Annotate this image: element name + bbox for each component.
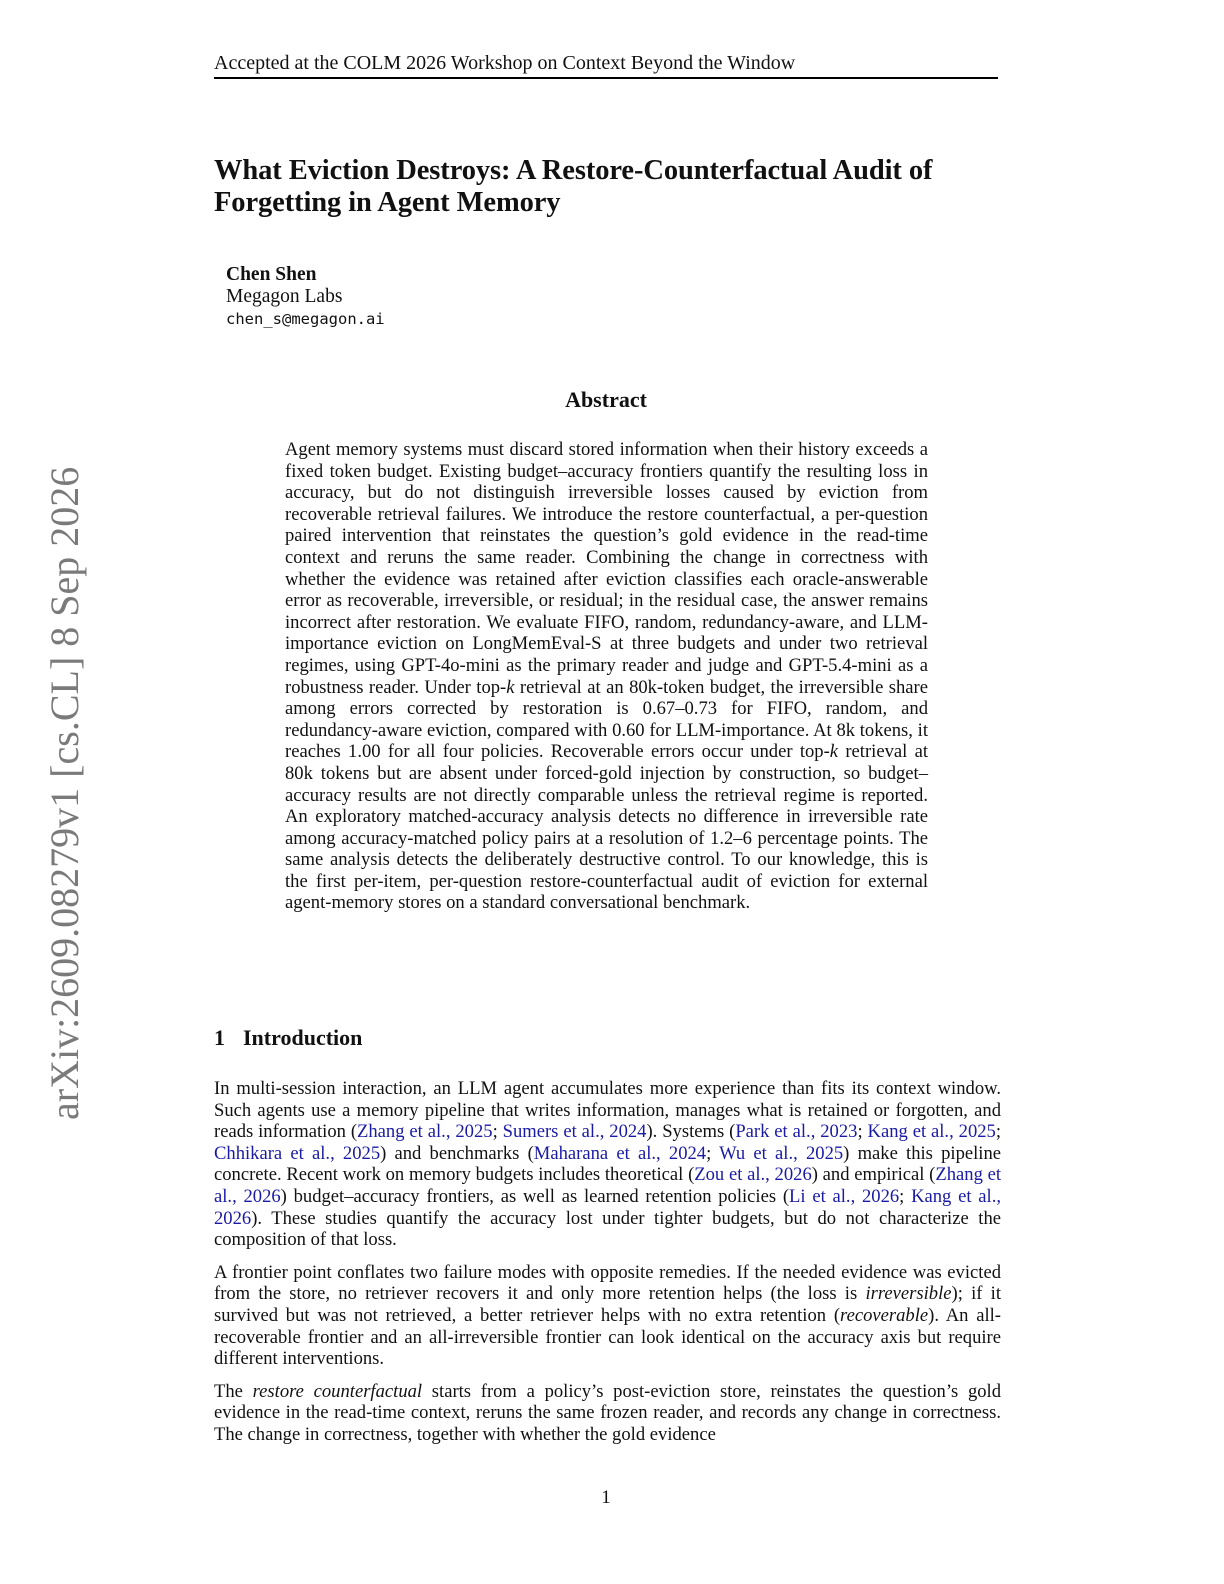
citation-link[interactable]: Park et al., 2023 <box>735 1121 858 1143</box>
abstract-math-k: k <box>829 741 839 763</box>
section-body <box>214 1078 1001 1457</box>
section-heading <box>214 1025 362 1051</box>
citation-link[interactable]: Zhang et al., 2025 <box>357 1121 493 1143</box>
text-run: ). These studies quantify the accuracy lost under tighter budgets, but do not characterize the composition of that loss. <box>214 1207 1001 1251</box>
emphasis: irreversible <box>865 1283 952 1305</box>
citation-link[interactable]: Kang et al., 2026 <box>214 1185 1001 1229</box>
paragraph <box>214 1262 1001 1370</box>
citation-link[interactable]: Kang et al., 2025 <box>867 1121 996 1143</box>
emphasis: recoverable <box>840 1304 929 1326</box>
paper-title: What Eviction Destroys: A Restore-Counterfactual Audit of Forgetting in Agent Memory <box>214 155 933 218</box>
citation-link[interactable]: Sumers et al., 2024 <box>502 1121 647 1143</box>
abstract-math-k: k <box>506 676 515 698</box>
text-run: ) and benchmarks ( <box>380 1142 534 1164</box>
text-run: ) budget–accuracy frontiers, as well as learned retention policies ( <box>280 1185 790 1207</box>
section-title: Introduction <box>243 1025 363 1050</box>
page-number: 1 <box>601 1487 611 1508</box>
text-run: ) and empirical ( <box>811 1164 936 1186</box>
citation-link[interactable]: Li et al., 2026 <box>789 1185 900 1207</box>
abstract-part: retrieval at 80k tokens but are absent under forced-gold injection by construction, so budget–accuracy results are not directly comparable unless the retrieval regime is reported. An exploratory matched-accuracy analysis detects no difference in irreversible rate among accuracy-matched policy pairs at a resolution of 1.2–6 percentage points. The same analysis detects the deliberately destructive control. To our knowledge, this is the first per-item, per-question restore-counterfactual audit of eviction for external agent-memory stores on a standard conversational benchmark. <box>285 741 929 914</box>
paragraph <box>214 1381 1001 1446</box>
emphasis: restore counterfactual <box>252 1380 423 1402</box>
abstract-text <box>285 439 928 914</box>
abstract-heading: Abstract <box>565 387 647 412</box>
author-affiliation: Megagon Labs <box>226 286 343 307</box>
text-run: A frontier point conflates two failure modes with opposite remedies. If the needed evidence was evicted from the store, no retriever recovers it and only more retention helps (the loss is <box>214 1261 1001 1305</box>
text-run: ); if it survived but was not retrieved, a better retriever helps with no extra retention ( <box>214 1283 1001 1326</box>
text-run: ). Systems ( <box>646 1121 736 1143</box>
author-block <box>226 264 385 330</box>
author-name: Chen Shen <box>226 264 317 285</box>
text-run: starts from a policy’s post-eviction store, reinstates the question’s gold evidence in the read-time context, reruns the same frozen reader, and records any change in correctness. The change in correctness, together with whether the gold evidence <box>214 1380 1001 1445</box>
citation-link[interactable]: Wu et al., 2025 <box>719 1142 844 1164</box>
citation-link[interactable]: Chhikara et al., 2025 <box>214 1142 381 1164</box>
abstract-part: Agent memory systems must discard stored information when their history exceeds a fixed token budget. Existing budget–accuracy frontiers quantify the resulting loss in accuracy, but do not distinguish irreversible losses caused by eviction from recoverable retrieval failures. We introduce the restore counterfactual, a per-question paired intervention that reinstates the question’s gold evidence in the read-time context and reruns the same reader. Combining the change in correctness with whether the evidence was retained after eviction classifies each oracle-answerable error as recoverable, irreversible, or residual; in the residual case, the answer remains incorrect after restoration. We evaluate FIFO, random, redundancy-aware, and LLM-importance eviction on LongMemEval-S at three budgets and under two retrieval regimes, using GPT-4o-mini as the primary reader and judge and GPT-5.4-mini as a robustness reader. Under top- <box>285 439 928 698</box>
citation-link[interactable]: Maharana et al., 2024 <box>533 1142 707 1164</box>
paragraph: In multi-session interaction, an LLM agent accumulates more experience than fits its context window. Such agents use a memory pipeline that writes information, manages what is retained or forgotten, and reads information (Zhang et al., 2025; Sumers et al., 2024). Systems (Park et al., 2023; Kang et al., 2025; Chhikara et al., 2025) and benchmarks (Maharana et al., 2024; Wu et al., 2025) make this pipeline concrete. Recent work on memory budgets includes theoretical (Zou et al., 2026) and empirical (Zhang et al., 2026) budget–accuracy frontiers, as well as learned retention policies (Li et al., 2026; Kang et al., 2026). These studies quantify the accuracy lost under tighter budgets, but do not characterize the composition of that loss. <box>214 1078 1002 1251</box>
section-number: 1 <box>214 1025 225 1050</box>
abstract-part: retrieval at an 80k-token budget, the irreversible share among errors corrected by restoration is 0.67–0.73 for FIFO, random, and redundancy-aware eviction, compared with 0.60 for LLM-importance. At 8k tokens, it reaches 1.00 for all four policies. Recoverable errors occur under top- <box>285 676 928 763</box>
author-email: chen_s@megagon.ai <box>226 310 385 328</box>
text-run: ) make this pipeline concrete. Recent work on memory budgets includes theoretical ( <box>214 1142 1002 1186</box>
arxiv-identifier-sidebar: arXiv:2609.08279v1 [cs.CL] 8 Sep 2026 <box>42 466 87 1120</box>
running-header: Accepted at the COLM 2026 Workshop on Context Beyond the Window <box>214 50 998 79</box>
citation-link[interactable]: Zhang et al., 2026 <box>214 1164 1002 1207</box>
citation-link[interactable]: Zou et al., 2026 <box>694 1164 812 1186</box>
text-run: The <box>214 1380 253 1402</box>
text-run: ). An all-recoverable frontier and an all-irreversible frontier can look identical on the accuracy axis but require different interventions. <box>214 1304 1001 1370</box>
text-run: In multi-session interaction, an LLM agent accumulates more experience than fits its context window. Such agents use a memory pipeline that writes information, manages what is retained or forgotten, and reads information ( <box>214 1078 1001 1143</box>
